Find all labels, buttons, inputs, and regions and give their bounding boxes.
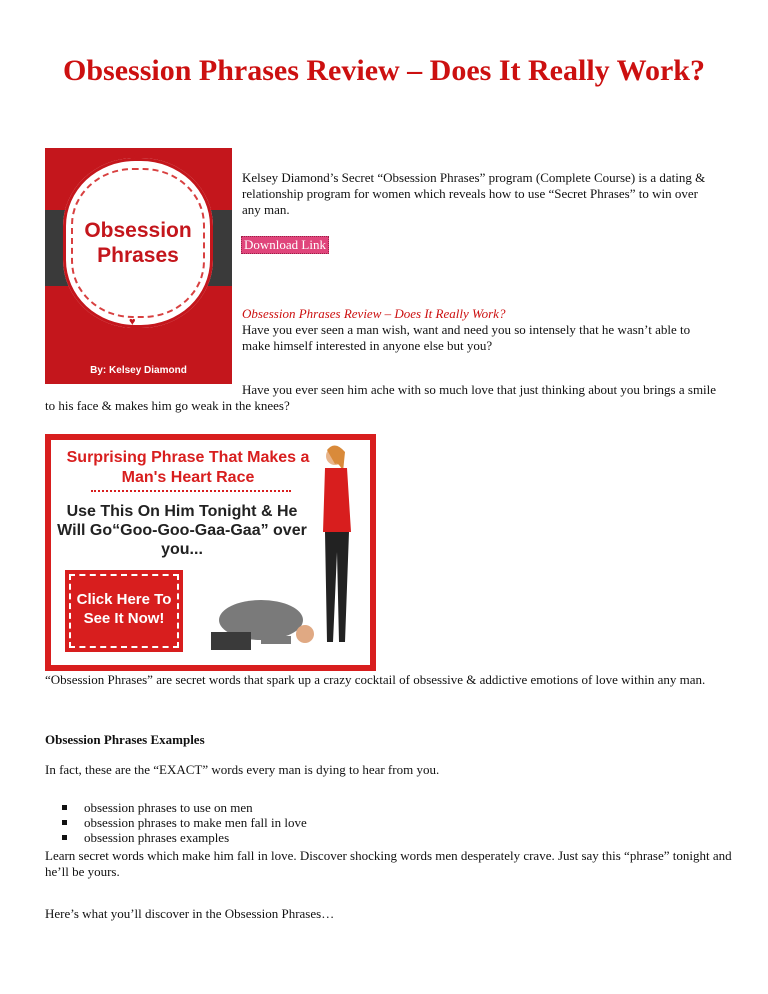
ad-banner-inner bbox=[51, 440, 370, 665]
paragraph-2: Have you ever seen him ache with so much love that just thinking about you brings a smile to his face & makes him go weak in the knees? bbox=[45, 382, 717, 413]
banner-divider bbox=[91, 490, 291, 492]
intro-paragraph: Kelsey Diamond’s Secret “Obsession Phrases” program (Complete Course) is a dating & relationship program for women which reveals how to use “Secret Phrases” to win over any man. bbox=[242, 170, 706, 217]
banner-headline: Surprising Phrase That Makes a Man's Heart Race bbox=[66, 449, 310, 486]
banner-cta-button[interactable]: Click Here To See It Now! bbox=[65, 570, 183, 652]
banner-body: Use This On Him Tonight & He Will Go“Goo-Goo-Gaa-Gaa” over you... bbox=[57, 503, 307, 558]
paragraph-5: Learn secret words which make him fall in love. Discover shocking words men desperately crave. Just say this “phrase” tonight and he’ll be yours. bbox=[45, 848, 732, 879]
page-title: Obsession Phrases Review – Does It Really Work? bbox=[63, 54, 705, 87]
kneeling-man-icon bbox=[201, 580, 321, 660]
paragraph-4: In fact, these are the “EXACT” words every man is dying to hear from you. bbox=[45, 762, 440, 777]
paragraph-1: Have you ever seen a man wish, want and need you so intensely that he wasn’t able to make himself interested in anyone else but you? bbox=[242, 322, 691, 353]
list-item-text: obsession phrases to use on men bbox=[84, 800, 253, 815]
list-item bbox=[45, 800, 307, 815]
heart-ornament-icon: ♥ bbox=[129, 152, 136, 164]
examples-heading: Obsession Phrases Examples bbox=[45, 732, 205, 747]
paragraph-6: Here’s what you’ll discover in the Obsession Phrases… bbox=[45, 906, 335, 921]
ad-banner[interactable] bbox=[45, 434, 376, 671]
list-item-text: obsession phrases examples bbox=[84, 830, 230, 845]
download-link[interactable]: Download Link bbox=[241, 236, 329, 254]
bullet-square-icon bbox=[62, 835, 67, 840]
review-subheading: Obsession Phrases Review – Does It Really Work? bbox=[242, 306, 506, 321]
cover-title: Obsession Phrases bbox=[84, 219, 192, 267]
bullet-square-icon bbox=[62, 820, 67, 825]
paragraph-3: “Obsession Phrases” are secret words that spark up a crazy cocktail of obsessive & addictive emotions of love within any man. bbox=[45, 672, 706, 687]
list-item bbox=[45, 815, 307, 830]
list-item-text: obsession phrases to make men fall in love bbox=[84, 815, 307, 830]
cover-byline: By: Kelsey Diamond bbox=[90, 365, 187, 376]
heart-ornament-icon: ♥ bbox=[129, 316, 136, 328]
examples-list bbox=[45, 800, 307, 845]
product-cover-image bbox=[45, 148, 232, 384]
bullet-square-icon bbox=[62, 805, 67, 810]
list-item bbox=[45, 830, 307, 845]
